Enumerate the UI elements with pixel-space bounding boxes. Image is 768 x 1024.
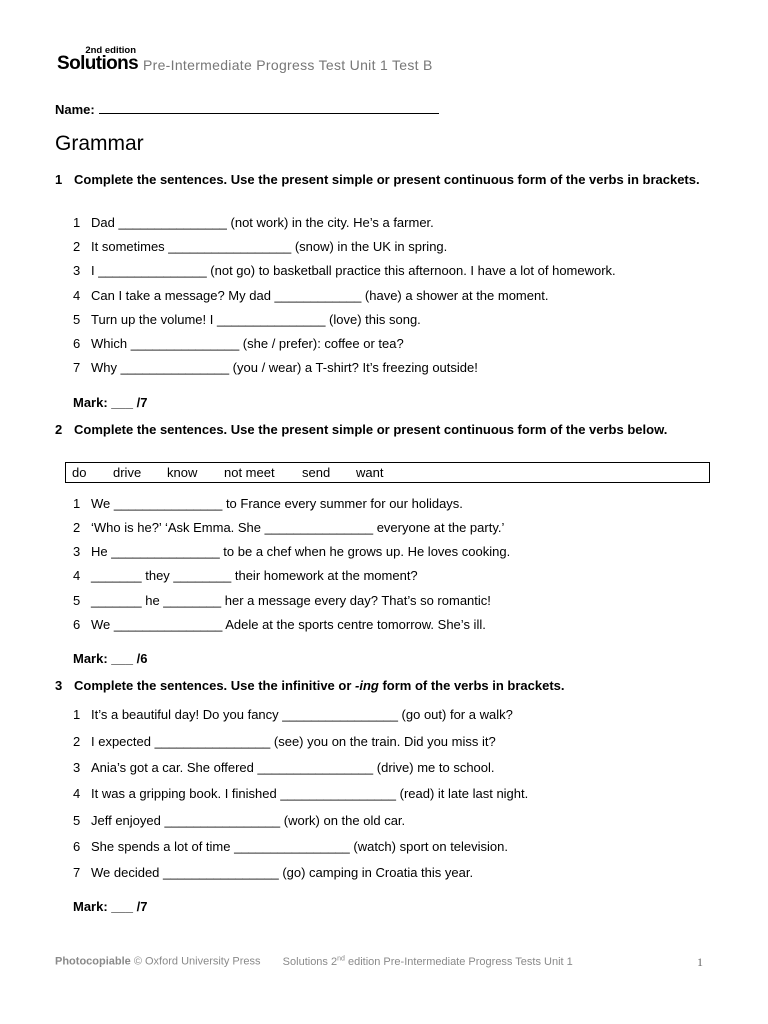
- item-text: Can I take a message? My dad ____________ (have) a shower at the moment.: [91, 288, 549, 303]
- word-box-item: know: [167, 465, 198, 480]
- footer: [55, 955, 573, 968]
- item-number: 3: [73, 263, 81, 278]
- instruction-text: Complete the sentences. Use the present simple or present continuous form of the verbs in brackets.: [74, 172, 700, 187]
- item-number: 7: [73, 360, 81, 375]
- item-text: Ania’s got a car. She offered ________________ (drive) me to school.: [91, 760, 495, 775]
- item-number: 1: [73, 496, 81, 511]
- item-number: 4: [73, 568, 81, 583]
- name-field: [55, 101, 439, 117]
- item-number: 7: [73, 865, 81, 880]
- item-text: ‘Who is he?’ ‘Ask Emma. She _______________ everyone at the party.’: [91, 520, 505, 535]
- logo-edition: 2nd edition: [85, 45, 136, 56]
- item-number: 1: [73, 215, 81, 230]
- item-text: Dad _______________ (not work) in the city. He’s a farmer.: [91, 215, 434, 230]
- footer-series-part: Solutions 2: [282, 955, 338, 968]
- instruction-text-part: form of the verbs in brackets.: [378, 678, 565, 693]
- item-text: We decided ________________ (go) camping in Croatia this year.: [91, 865, 474, 880]
- test-title: Pre-Intermediate Progress Test Unit 1 Test B: [143, 57, 433, 73]
- instruction-text: Complete the sentences. Use the present simple or present continuous form of the verbs below.: [74, 422, 668, 437]
- item-number: 2: [73, 239, 81, 254]
- item-text: It sometimes _________________ (snow) in the UK in spring.: [91, 239, 448, 254]
- item-number: 2: [73, 734, 81, 749]
- exercise-number: 1: [55, 172, 63, 187]
- item-number: 5: [73, 593, 81, 608]
- exercise-number: 3: [55, 678, 63, 693]
- item-text: It’s a beautiful day! Do you fancy ________________ (go out) for a walk?: [91, 707, 513, 722]
- item-text: _______ they ________ their homework at the moment?: [91, 568, 418, 583]
- exercise-3-instruction: [55, 678, 715, 694]
- name-label: Name:: [55, 102, 95, 117]
- item-text: Which _______________ (she / prefer): coffee or tea?: [91, 336, 404, 351]
- instruction-text-part: Complete the sentences. Use the infinitive or: [74, 678, 356, 693]
- word-box-item: not meet: [224, 465, 275, 480]
- footer-copyright: © Oxford University Press: [133, 955, 261, 968]
- item-number: 5: [73, 312, 81, 327]
- word-box-item: do: [72, 465, 87, 480]
- item-text: _______ he ________ her a message every day? That’s so romantic!: [91, 593, 491, 608]
- item-text: Jeff enjoyed ________________ (work) on the old car.: [91, 813, 406, 828]
- word-box-item: want: [356, 465, 384, 480]
- instruction-italic: -ing: [355, 678, 379, 693]
- mark-line: Mark: ___ /6: [73, 651, 148, 666]
- item-number: 4: [73, 288, 81, 303]
- logo-word: Solutions: [57, 53, 139, 74]
- item-number: 6: [73, 617, 81, 632]
- item-text: We _______________ to France every summer for our holidays.: [91, 496, 463, 511]
- section-heading: Grammar: [55, 132, 144, 155]
- footer-series-sup: nd: [337, 955, 345, 962]
- footer-series-part: edition Pre-Intermediate Progress Tests Unit 1: [344, 955, 573, 968]
- item-number: 3: [73, 760, 81, 775]
- word-box-item: drive: [113, 465, 142, 480]
- item-number: 2: [73, 520, 81, 535]
- item-text: Why _______________ (you / wear) a T-shirt? It’s freezing outside!: [91, 360, 478, 375]
- item-number: 6: [73, 839, 81, 854]
- item-text: She spends a lot of time ________________ (watch) sport on television.: [91, 839, 508, 854]
- item-text: We _______________ Adele at the sports centre tomorrow. She’s ill.: [91, 617, 486, 632]
- word-box-item: send: [302, 465, 331, 480]
- item-text: Turn up the volume! I _______________ (love) this song.: [91, 312, 421, 327]
- word-box: [65, 462, 710, 483]
- exercise-1-instruction: [55, 172, 715, 204]
- name-blank[interactable]: [99, 101, 439, 114]
- exercise-2-instruction: [55, 422, 715, 454]
- footer-series: [283, 956, 573, 968]
- item-number: 5: [73, 813, 81, 828]
- item-number: 6: [73, 336, 81, 351]
- item-number: 4: [73, 786, 81, 801]
- item-text: I expected ________________ (see) you on the train. Did you miss it?: [91, 734, 496, 749]
- mark-line: Mark: ___ /7: [73, 395, 148, 410]
- footer-photocopiable: Photocopiable: [55, 955, 131, 968]
- mark-line: Mark: ___ /7: [73, 899, 148, 914]
- page-number: 1: [697, 955, 703, 969]
- item-text: I _______________ (not go) to basketball practice this afternoon. I have a lot of homework.: [91, 263, 616, 278]
- solutions-logo: [57, 44, 139, 74]
- exercise-number: 2: [55, 422, 63, 437]
- item-number: 3: [73, 544, 81, 559]
- item-text: It was a gripping book. I finished ________________ (read) it late last night.: [91, 786, 529, 801]
- item-text: He _______________ to be a chef when he grows up. He loves cooking.: [91, 544, 511, 559]
- item-number: 1: [73, 707, 81, 722]
- instruction-text: [74, 678, 704, 693]
